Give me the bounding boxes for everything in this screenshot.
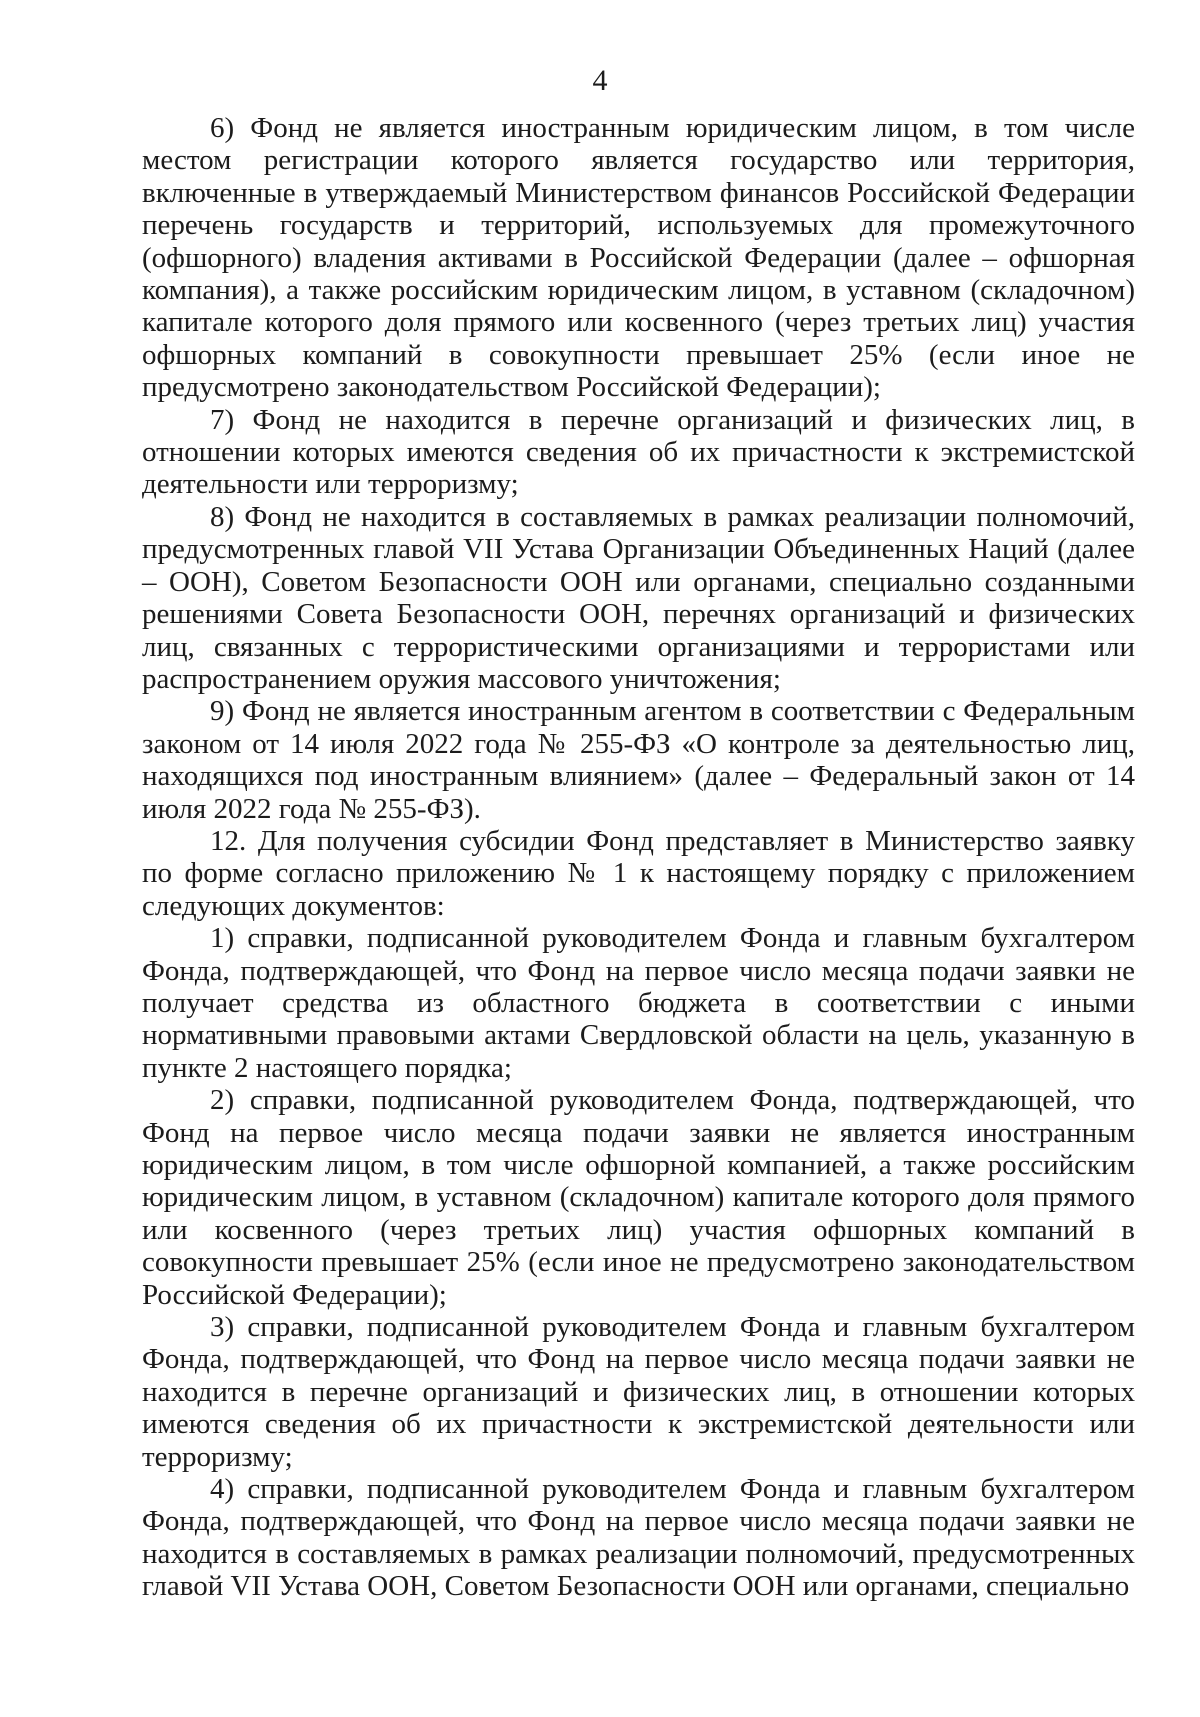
paragraph-item-8: 8) Фонд не находится в составляемых в рамках реализации полномочий, предусмотренных главой VII Устава Организации Объединенных Наций (далее – ООН), Советом Безопасности ООН или органами, специально созданными решениями Совета Безопасности ООН, перечнях организаций и физических лиц, связанных с террористическими организациями и террористами или распространением оружия массового уничтожения; (142, 500, 1135, 695)
paragraph-doc-2: 2) справки, подписанной руководителем Фонда, подтверждающей, что Фонд на первое число месяца подачи заявки не является иностранным юридическим лицом, в том числе офшорной компанией, а также российским юридическим лицом, в уставном (складочном) капитале которого доля прямого или косвенного (через третьих лиц) участия офшорных компаний в совокупности превышает 25% (если иное не предусмотрено законодательством Российской Федерации); (142, 1084, 1135, 1311)
paragraph-doc-1: 1) справки, подписанной руководителем Фонда и главным бухгалтером Фонда, подтверждающей, что Фонд на первое число месяца подачи заявки не получает средства из областного бюджета в соответствии с иными нормативными правовыми актами Свердловской области на цель, указанную в пункте 2 настоящего порядка; (142, 922, 1135, 1084)
paragraph-section-12: 12. Для получения субсидии Фонд представляет в Министерство заявку по форме согласно приложению № 1 к настоящему порядку с приложением следующих документов: (142, 824, 1135, 922)
paragraph-doc-4: 4) справки, подписанной руководителем Фонда и главным бухгалтером Фонда, подтверждающей, что Фонд на первое число месяца подачи заявки не находится в составляемых в рамках реализации полномочий, предусмотренных главой VII Устава ООН, Советом Безопасности ООН или органами, специально (142, 1473, 1135, 1603)
paragraph-item-6: 6) Фонд не является иностранным юридическим лицом, в том числе местом регистрации которого является государство или территория, включенные в утверждаемый Министерством финансов Российской Федерации перечень государств и территорий, используемых для промежуточного (офшорного) владения активами в Российской Федерации (далее – офшорная компания), а также российским юридическим лицом, в уставном (складочном) капитале которого доля прямого или косвенного (через третьих лиц) участия офшорных компаний в совокупности превышает 25% (если иное не предусмотрено законодательством Российской Федерации); (142, 112, 1135, 404)
page-number: 4 (592, 64, 608, 97)
paragraph-item-7: 7) Фонд не находится в перечне организаций и физических лиц, в отношении которых имеются сведения об их причастности к экстремистской деятельности или терроризму; (142, 403, 1135, 501)
document-body (142, 112, 1135, 1603)
paragraph-doc-3: 3) справки, подписанной руководителем Фонда и главным бухгалтером Фонда, подтверждающей, что Фонд на первое число месяца подачи заявки не находится в перечне организаций и физических лиц, в отношении которых имеются сведения об их причастности к экстремистской деятельности или терроризму; (142, 1311, 1135, 1473)
paragraph-item-9: 9) Фонд не является иностранным агентом в соответствии с Федеральным законом от 14 июля 2022 года № 255-ФЗ «О контроле за деятельностью лиц, находящихся под иностранным влиянием» (далее – Федеральный закон от 14 июля 2022 года № 255-ФЗ). (142, 695, 1135, 825)
